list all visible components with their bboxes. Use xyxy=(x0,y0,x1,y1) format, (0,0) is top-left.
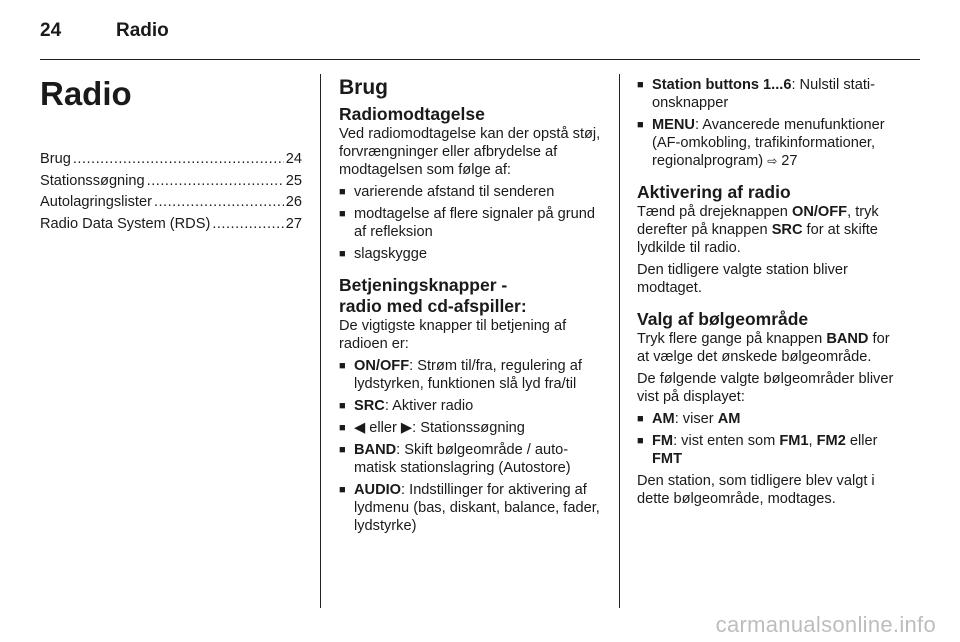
list-item xyxy=(339,441,605,477)
toc-leader xyxy=(147,172,284,190)
page-header xyxy=(40,20,169,42)
paragraph xyxy=(637,330,905,366)
toc-leader xyxy=(73,150,284,168)
band-list xyxy=(637,410,905,468)
key-label: FM xyxy=(652,433,674,449)
item-text: : Strøm til/fra, regulering af lydstyrken, funktionen slå lyd fra/til xyxy=(354,358,582,392)
paragraph: Den station, som tidligere blev valgt i dette bølgeområde, modtages. xyxy=(637,473,875,507)
key-label: BAND xyxy=(826,331,869,347)
item-text: eller xyxy=(365,420,401,436)
toc-entry[interactable] xyxy=(40,150,302,168)
list-item: ■ modtagelse af flere signaler på grund af refleksion xyxy=(339,205,605,241)
page-reference-icon: ⇨ xyxy=(767,154,778,168)
key-label: AM xyxy=(717,411,741,427)
text-run: , xyxy=(808,433,817,449)
item-text: : Avancerede menufunktioner (AF-omkobling, trafikinformationer, regionalprogram) xyxy=(652,117,885,169)
left-arrow-icon: ◀ xyxy=(354,420,366,436)
text-run: Tryk flere gange på knappen xyxy=(637,331,827,347)
toc-page: 24 xyxy=(285,151,302,167)
key-label: FM1 xyxy=(779,433,809,449)
text-run: eller xyxy=(845,433,878,449)
toc-leader xyxy=(212,215,283,233)
watermark: carmanualsonline.info xyxy=(715,612,936,637)
toc-label: Brug xyxy=(40,151,71,167)
key-label: BAND xyxy=(354,442,397,458)
key-label: SRC xyxy=(771,222,803,238)
list-item xyxy=(339,357,605,393)
subheading-select-band: Valg af bølgeområde xyxy=(637,309,809,329)
list-item xyxy=(637,116,905,170)
key-label: FM2 xyxy=(816,433,846,449)
controls-list-continued xyxy=(637,76,905,170)
content-column-2 xyxy=(339,76,605,539)
text-run: : viser xyxy=(674,411,718,427)
item-text: : Indstillinger for aktivering af lydmenu (bas, diskant, balance, fader, lydstyrke) xyxy=(354,482,600,534)
toc-entry[interactable] xyxy=(40,172,302,190)
key-label: Station buttons 1...6 xyxy=(652,77,792,93)
text-run: for at vælge det ønskede bølgeområde. xyxy=(637,331,890,365)
toc-label: Stationssøgning xyxy=(40,172,145,189)
paragraph: De vigtigste knapper til betjening af radioen er: xyxy=(339,318,567,352)
list-item: ■ slagskygge xyxy=(339,245,605,263)
text-run: for at skifte lydkilde til radio. xyxy=(637,222,878,256)
key-label: MENU xyxy=(652,117,695,133)
paragraph: Den tidligere valgte station bliver modtaget. xyxy=(637,262,848,296)
list-item xyxy=(637,410,905,428)
text-run: Tænd på drejeknappen xyxy=(637,204,792,220)
content-column-3 xyxy=(637,76,905,512)
toc-page: 27 xyxy=(285,216,302,233)
section-title: Radio xyxy=(116,20,169,41)
text-run: , tryk derefter på knappen xyxy=(637,204,879,238)
chapter-title: Radio xyxy=(40,75,132,112)
paragraph xyxy=(637,203,905,257)
key-label: SRC xyxy=(354,398,385,414)
controls-list xyxy=(339,357,605,535)
list-item xyxy=(637,76,905,112)
column-divider-2 xyxy=(619,74,620,608)
list-item xyxy=(339,481,605,535)
subheading-line: radio med cd-afspiller: xyxy=(339,296,527,316)
toc-label: Autolagringslister xyxy=(40,194,152,211)
subheading-controls xyxy=(339,275,605,317)
bullet-list xyxy=(339,183,605,263)
list-item: ■ varierende afstand til senderen xyxy=(339,183,605,201)
paragraph: De følgende valgte bølgeområder bliver vist på displayet: xyxy=(637,371,894,405)
page-reference[interactable]: 27 xyxy=(777,153,798,169)
item-text: : Skift bølgeområde / automatisk stationslagring (Autostore) xyxy=(354,442,571,476)
text-run: : vist enten som xyxy=(673,433,780,449)
toc-entry[interactable] xyxy=(40,215,302,233)
toc-page: 26 xyxy=(285,194,302,211)
key-label: AUDIO xyxy=(354,482,402,498)
header-rule xyxy=(40,59,920,60)
section-heading: Brug xyxy=(339,76,388,99)
toc-leader xyxy=(154,193,284,211)
subheading-line: Betjeningsknapper - xyxy=(339,275,508,295)
item-text: : Aktiver radio xyxy=(384,398,474,414)
item-text: : Nulstil stationsknapper xyxy=(652,77,875,111)
toc-entry[interactable] xyxy=(40,193,302,211)
key-label: AM xyxy=(652,411,675,427)
page-number: 24 xyxy=(40,20,62,41)
column-divider-1 xyxy=(320,74,321,608)
list-item xyxy=(339,419,605,437)
list-item xyxy=(339,397,605,415)
toc-label: Radio Data System (RDS) xyxy=(40,216,211,233)
item-text: : Stationssøgning xyxy=(412,420,525,436)
right-arrow-icon: ▶ xyxy=(400,420,413,436)
list-item xyxy=(637,432,905,468)
subheading-radio-reception: Radiomodtagelse xyxy=(339,104,485,124)
key-label: ON/OFF xyxy=(791,204,848,220)
paragraph: Ved radiomodtagelse kan der opstå støj, forvrængninger eller afbrydelse af modtagelsen som følge af: xyxy=(339,126,601,178)
toc-page: 25 xyxy=(285,172,302,189)
toc-column xyxy=(40,76,302,237)
key-label: ON/OFF xyxy=(354,358,410,374)
subheading-activate-radio: Aktivering af radio xyxy=(637,182,791,202)
key-label: FMT xyxy=(652,451,682,467)
